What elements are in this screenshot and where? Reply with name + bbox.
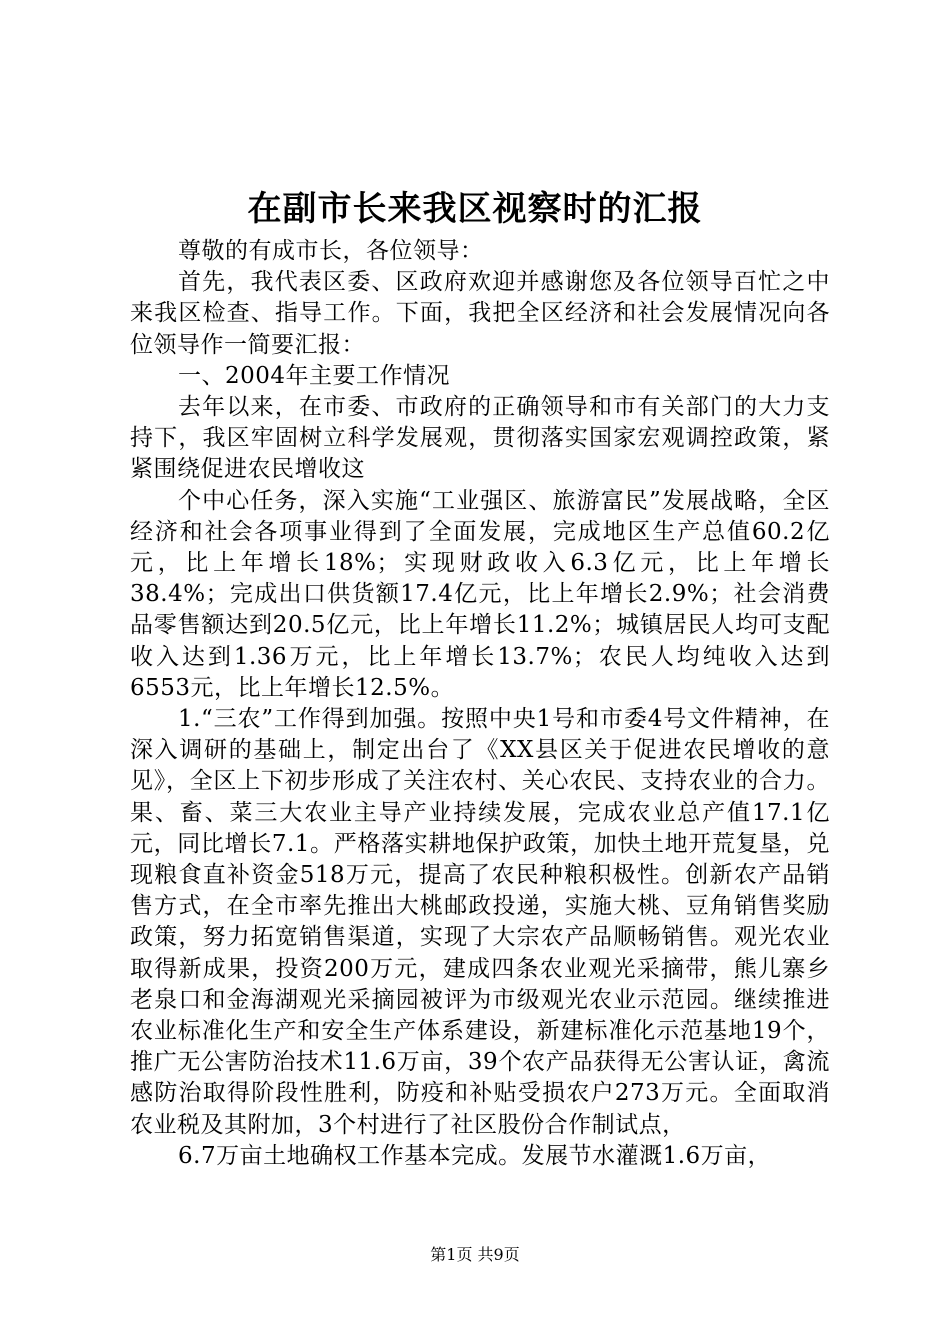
page-number: 第1页 共9页 <box>430 1245 520 1264</box>
document-title: 在副市长来我区视察时的汇报 <box>247 189 703 229</box>
land-paragraph: 6.7万亩土地确权工作基本完成。发展节水灌溉1.6万亩， <box>178 1142 772 1169</box>
intro-paragraph: 首先，我代表区委、区政府欢迎并感谢您及各位领导百忙之中来我区检查、指导工作。下面，我把全区经济和社会发展情况向各位领导作一简要汇报： <box>130 269 830 358</box>
statistics-paragraph: 个中心任务，深入实施“工业强区、旅游富民”发展战略，全区经济和社会各项事业得到了全面发展，完成地区生产总值60.2亿元，比上年增长18%；实现财政收入6.3亿元，比上年增长38.4%；完成出口供货额17.4亿元，比上年增长2.9%；社会消费品零售额达到20.5亿元，比上年增长11.2%；城镇居民人均可支配收入达到1.36万元，比上年增长13.7%；农民人均纯收入达到6553元，比上年增长12.5%。 <box>130 487 830 701</box>
agriculture-paragraph: 1.“三农”工作得到加强。按照中央1号和市委4号文件精神，在深入调研的基础上，制定出台了《XX县区关于促进农民增收的意见》，全区上下初步形成了关注农村、关心农民、支持农业的合力。果、畜、菜三大农业主导产业持续发展，完成农业总产值17.1亿元，同比增长7.1。严格落实耕地保护政策，加快土地开荒复垦，兑现粮食直补资金518万元，提高了农民种粮积极性。创新农产品销售方式，在全市率先推出大桃邮政投递，实施大桃、豆角销售奖励政策，努力拓宽销售渠道，实现了大宗农产品顺畅销售。观光农业取得新成果，投资200万元，建成四条农业观光采摘带，熊儿寨乡老泉口和金海湖观光采摘园被评为市级观光农业示范园。继续推进农业标准化生产和安全生产体系建设，新建标准化示范基地19个，推广无公害防治技术11.6万亩，39个农产品获得无公害认证，禽流感防治取得阶段性胜利，防疫和补贴受损农户273万元。全面取消农业税及其附加，3个村进行了社区股份合作制试点， <box>130 706 830 1138</box>
greeting-paragraph: 尊敬的有成市长，各位领导： <box>178 238 484 264</box>
summary-paragraph: 去年以来，在市委、市政府的正确领导和市有关部门的大力支持下，我区牢固树立科学发展观，贯彻落实国家宏观调控政策，紧紧围绕促进农民增收这 <box>130 394 830 483</box>
document-body <box>130 236 830 1172</box>
section-heading: 一、2004年主要工作情况 <box>178 362 451 389</box>
